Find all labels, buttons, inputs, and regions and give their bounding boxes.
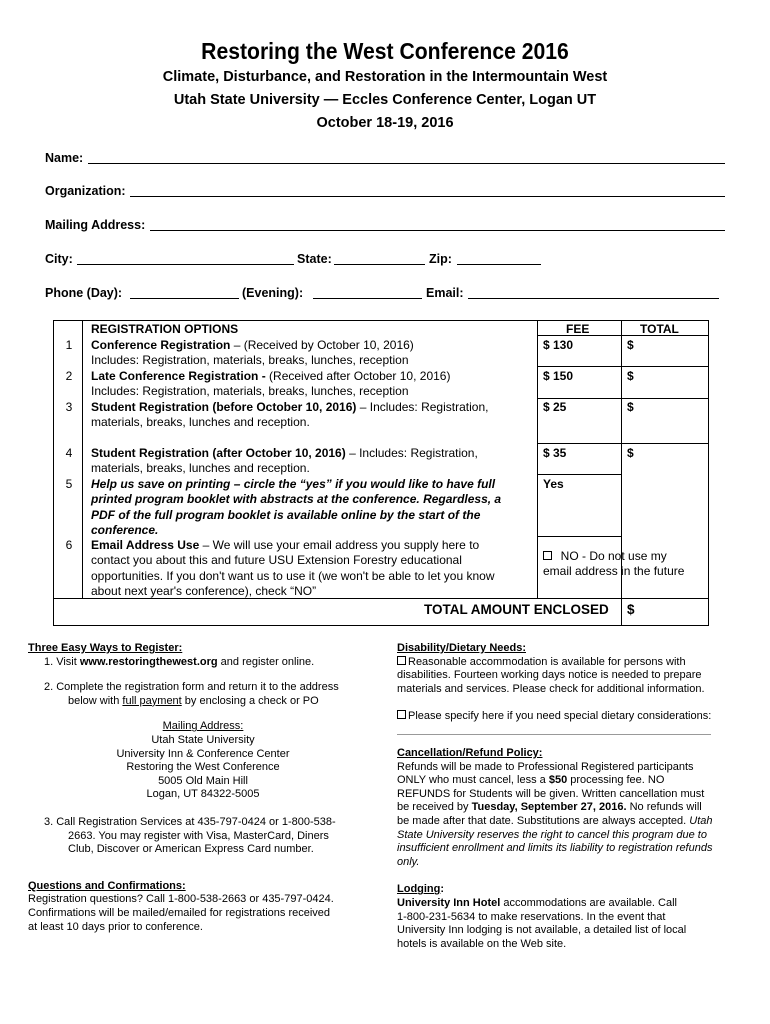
fee-value: $ 35	[543, 446, 567, 460]
mailing-address-field[interactable]	[150, 230, 725, 231]
city-field[interactable]	[77, 264, 294, 265]
step-2: 2. Complete the registration form and return it to the address below with full payment by enclosing a check or PO	[44, 681, 339, 707]
name-field[interactable]	[88, 163, 725, 164]
dietary-text: Please specify here if you need special dietary considerations:	[397, 710, 737, 724]
fee-value: $ 150	[543, 369, 574, 383]
options-header: REGISTRATION OPTIONS	[91, 322, 239, 336]
mailing-address-block: Mailing Address: Utah State University University Inn & Conference Center Restoring the West Conference 5005 Old Main Hill Logan, UT 84322-5005	[116, 720, 290, 801]
zip-field[interactable]	[457, 264, 541, 265]
questions-text: Registration questions? Call 1-800-538-2663 or 435-797-0424. Confirmations will be mailed/emailed for registrations received at least 10 days prior to conference.	[28, 893, 334, 933]
state-field[interactable]	[334, 264, 425, 265]
total-input[interactable]: $	[627, 400, 634, 414]
checkbox-icon[interactable]	[397, 656, 406, 665]
dietary-field[interactable]	[397, 724, 711, 735]
phone-evening-field[interactable]	[313, 298, 422, 299]
state-label: State:	[297, 252, 332, 266]
total-header: TOTAL	[640, 322, 679, 336]
row-number: 4	[65, 446, 73, 460]
mailing-address-label: Mailing Address:	[45, 218, 146, 232]
phone-day-label: Phone (Day):	[45, 286, 123, 300]
organization-label: Organization:	[45, 184, 126, 198]
total-input[interactable]: $	[627, 369, 634, 383]
row-number: 2	[65, 369, 73, 383]
questions-heading: Questions and Confirmations:	[28, 879, 186, 892]
venue-line: Utah State University — Eccles Conference Center, Logan UT	[173, 92, 597, 108]
option-student-before: Student Registration (before October 10, 2016) – Includes: Registration, materials, breaks, lunches and reception.	[91, 400, 489, 430]
lodging-text: University Inn Hotel accommodations are available. Call 1-800-231-5634 to make reservations. In the event that University Inn lodging is not available, a detailed list of local hotels is available on the Web site.	[397, 896, 687, 950]
fee-value: $ 25	[543, 400, 567, 414]
total-input[interactable]: $	[627, 338, 634, 352]
total-input[interactable]: $	[627, 446, 634, 460]
total-enclosed-input[interactable]: $	[627, 602, 635, 617]
option-late-registration: Late Conference Registration - (Received after October 10, 2016) Includes: Registration, materials, breaks, lunches, reception	[91, 369, 451, 399]
organization-field[interactable]	[130, 196, 725, 197]
step-1: 1. Visit www.restoringthewest.org and register online.	[44, 655, 315, 668]
step-3: 3. Call Registration Services at 435-797-0424 or 1-800-538- 2663. You may register with Visa, MasterCard, Diners Club, Discover or American Express Card number.	[44, 815, 336, 856]
row-number: 5	[65, 477, 73, 491]
dates-line: October 18-19, 2016	[316, 115, 454, 131]
register-heading: Three Easy Ways to Register:	[28, 642, 183, 654]
option-printed-program: Help us save on printing – circle the “yes” if you would like to have full printed program booklet with abstracts at the conference. Regardless, a PDF of the full program booklet is available online by the start of the conference.	[91, 477, 502, 538]
page-title: Restoring the West Conference 2016	[201, 38, 569, 64]
cancellation-heading: Cancellation/Refund Policy:	[397, 746, 543, 759]
zip-label: Zip:	[429, 252, 452, 266]
email-opt-out[interactable]: NO - Do not use my email address in the future	[543, 549, 685, 579]
disability-text: Reasonable accommodation is available for persons with disabilities. Fourteen working days notice is needed to prepare materials and services. Please check for additional information.	[397, 655, 705, 695]
checkbox-icon[interactable]	[543, 551, 552, 560]
total-enclosed-label: TOTAL AMOUNT ENCLOSED	[424, 602, 609, 617]
email-label: Email:	[426, 286, 464, 300]
row-number: 1	[65, 338, 73, 352]
yes-option[interactable]: Yes	[543, 477, 564, 491]
name-label: Name:	[45, 151, 84, 165]
option-conference-registration: Conference Registration – (Received by October 10, 2016) Includes: Registration, materials, breaks, lunches, reception	[91, 338, 414, 368]
row-number: 6	[65, 538, 73, 552]
phone-day-field[interactable]	[130, 298, 239, 299]
lodging-heading: Lodging:	[397, 883, 445, 896]
fee-value: $ 130	[543, 338, 574, 352]
row-number: 3	[65, 400, 73, 414]
disability-heading: Disability/Dietary Needs:	[397, 642, 526, 654]
fee-header: FEE	[566, 322, 590, 336]
city-label: City:	[45, 252, 73, 266]
phone-evening-label: (Evening):	[242, 286, 304, 300]
option-student-after: Student Registration (after October 10, 2016) – Includes: Registration, materials, breaks, lunches and reception.	[91, 446, 478, 476]
cancellation-text: Refunds will be made to Professional Registered participants ONLY who must cancel, less a $50 processing fee. NO REFUNDS for Students will be given. Written cancellation must be received by Tuesday, September 27, 2016. No refunds will be made after that date. Substitutions are always accepted. Utah State University reserves the right to cancel this program due to insufficient enrollment and limits its liability to registration refunds only.	[397, 760, 713, 868]
policies	[397, 642, 737, 951]
website-link[interactable]: www.restoringthewest.org	[79, 655, 218, 668]
email-field[interactable]	[468, 298, 719, 299]
option-email-use: Email Address Use – We will use your email address you supply here to contact you about this and future USU Extension Forestry educational opportunities. If you don't want us to use it (we won't be able to let you know about next year's conference), check “NO”	[91, 538, 495, 599]
conference-subtitle: Climate, Disturbance, and Restoration in the Intermountain West	[162, 69, 608, 85]
checkbox-icon[interactable]	[397, 710, 406, 719]
registration-table	[53, 320, 709, 626]
register-instructions	[28, 642, 378, 934]
